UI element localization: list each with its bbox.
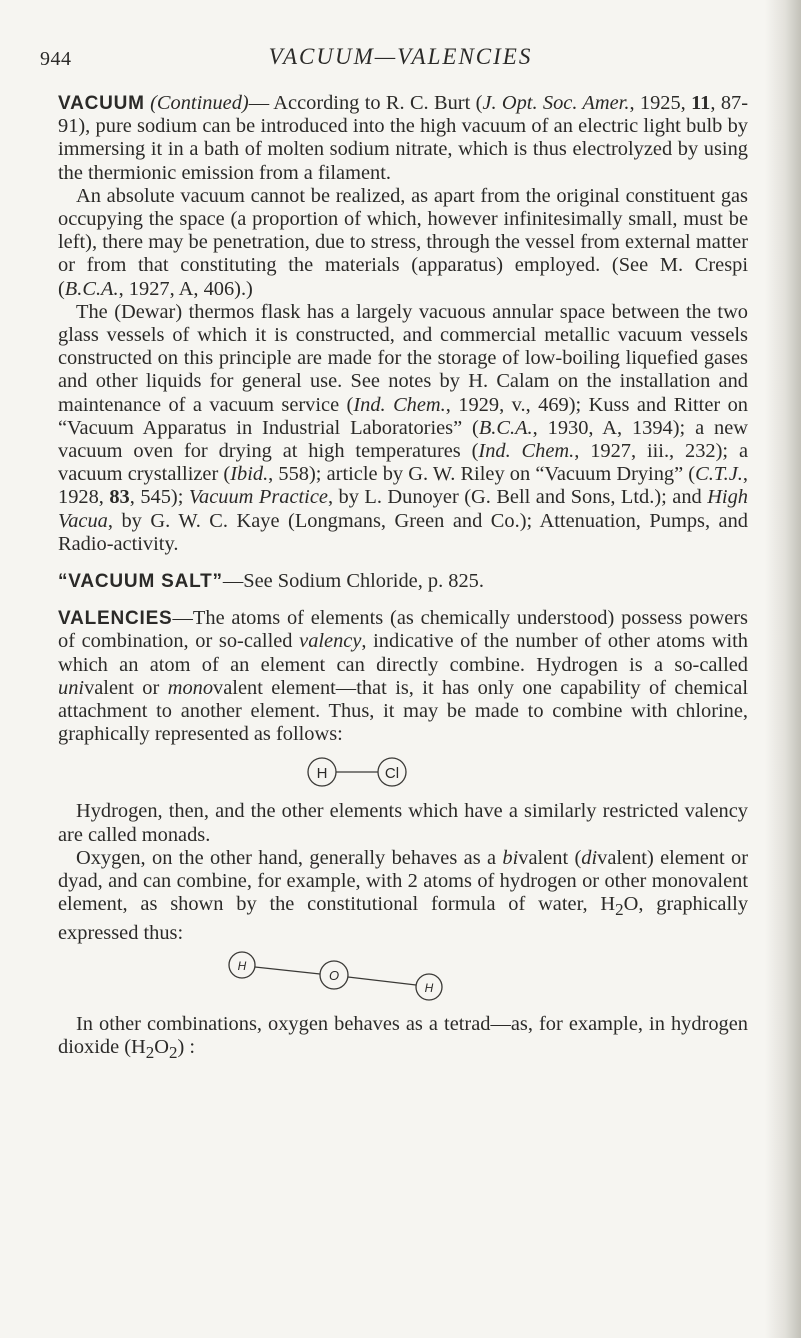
running-head bbox=[0, 44, 801, 74]
vacuum-salt-entry: “VACUUM SALT”—See Sodium Chloride, p. 825. bbox=[58, 570, 484, 593]
page-body bbox=[58, 92, 748, 1064]
valencies-paragraph-4: In other combinations, oxygen behaves as a tetrad—as, for example, in hydrogen dioxide $(H_2O_2)$ : bbox=[58, 1012, 748, 1063]
vacuum-paragraph-1: VACUUM (Continued)— According to R. C. Burt (J. Opt. Soc. Amer., 1925, 11, 87-91), pure sodium can be introduced into the high vacuum of an electric light bulb by immersing it in a bath of molten sodium nitrate, which is thus electrolyzed by using the thermionic emission from a filament. bbox=[58, 92, 748, 184]
water-bond-diagram bbox=[58, 945, 748, 1013]
vacuum-paragraph-2: An absolute vacuum cannot be realized, as apart from the original constituent gas occupying the space (a proportion of which, however infinitesimally small, must be left), there may be penetration, due to stress, through the vessel from external matter or from that constituting the materials (apparatus) employed. (See M. Crespi (B.C.A., 1927, A, 406).) bbox=[58, 184, 748, 300]
continued-label: (Continued) bbox=[150, 92, 249, 114]
bond-line-1 bbox=[255, 967, 320, 974]
vacuum-salt-heading: “VACUUM SALT” bbox=[58, 571, 223, 593]
running-title: VACUUM—VALENCIES bbox=[268, 44, 533, 69]
vacuum-paragraph-3: The (Dewar) thermos flask has a largely vacuous annular space between the two glass vessels of which it is constructed, and commercial metallic vacuum vessels constructed on this principle are made for the storage of low-boiling liquefied gases and other liquids for general use. See notes by H. Calam on the installation and maintenance of a vacuum service (Ind. Chem., 1929, v., 469); Kuss and Ritter on “Vacuum Apparatus in Industrial Laboratories” (B.C.A., 1930, A, 1394); a new vacuum oven for drying at high temperatures (Ind. Chem., 1927, iii., 232); a vacuum crystallizer (Ibid., 558); article by G. W. Riley on “Vacuum Drying” (C.T.J., 1928, 83, 545); Vacuum Practice, by L. Dunoyer (G. Bell and Sons, Ltd.); and High Vacua, by G. W. C. Kaye (Longmans, Green and Co.); Attenuation, Pumps, and Radio-activity. bbox=[58, 300, 749, 555]
valencies-paragraph-1: VALENCIES—The atoms of elements (as chemically understood) possess powers of combination, or so-called valency, indicative of the number of other atoms with which an atom of an element can directly combine. Hydrogen is a so-called univalent or monovalent element—that is, it has only one capability of chemical attachment to another element. Thus, it may be made to combine with chlorine, graphically represented as follows: bbox=[58, 607, 748, 746]
page-number: 944 bbox=[40, 48, 72, 70]
valencies-heading: VALENCIES bbox=[58, 608, 173, 630]
water-hydrogen-atom-2-label: H bbox=[424, 980, 434, 995]
chlorine-atom-label: Cl bbox=[384, 765, 400, 783]
hcl-bond-diagram bbox=[58, 746, 748, 800]
oxygen-atom-label: O bbox=[328, 967, 340, 983]
page-edge-shadow bbox=[765, 0, 801, 1338]
valencies-paragraph-2: Hydrogen, then, and the other elements which have a similarly restricted valency are called monads. bbox=[58, 800, 748, 846]
hydrogen-atom-label: H bbox=[316, 765, 328, 783]
bond-line-2 bbox=[348, 977, 416, 985]
water-hydrogen-atom-1-label: H bbox=[237, 958, 247, 973]
vacuum-heading: VACUUM bbox=[58, 93, 145, 114]
valencies-paragraph-3: Oxygen, on the other hand, generally behaves as a bivalent (divalent) element or dyad, and can combine, for example, with 2 atoms of hydrogen or other monovalent element, as shown by the constitutional formula of water, $H_2O$, graphically expressed thus: bbox=[58, 846, 749, 944]
